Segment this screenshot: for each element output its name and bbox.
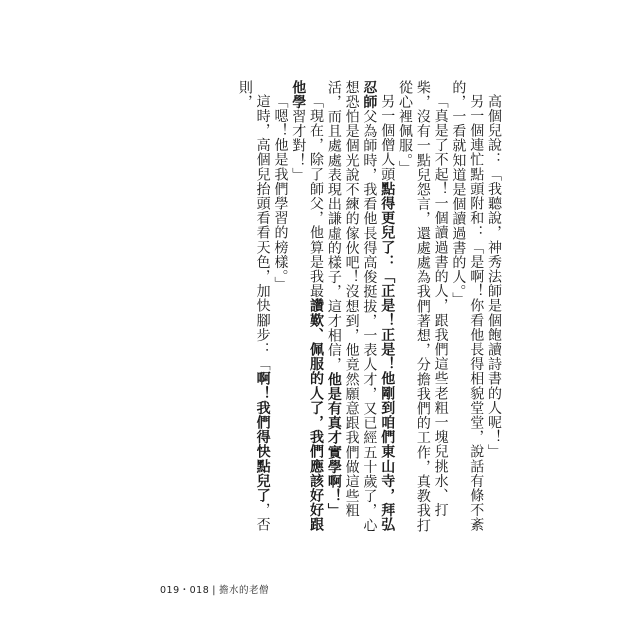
text-run: 「真是了不起！一個讀過書的人，跟我們這些老粗一塊兒挑水、打柴，沒有一點兒怨言，還處處為我們著想，分擔我們的工作，真教我打從心裡佩服。」: [397, 80, 449, 533]
paragraph: [271, 80, 289, 542]
paragraph: [395, 80, 448, 542]
text-run: 高個兒說：「我聽說，神秀法師是個飽讀詩書的人呢！」: [486, 94, 502, 459]
text-run: 父為師時，我看他長得高俊挺拔，一表人才，又已經五十歲了，心想恐怕是個光說不練的傢伙吧！沒想到，他竟然願意跟我們做這些粗活，而且處處表現出謙虛的樣子，這才相信，: [325, 80, 378, 533]
paragraph: [324, 80, 395, 542]
body-text: [162, 80, 502, 542]
text-run: 這時，高個兒抬頭看看天色，加快腳步：「: [254, 94, 271, 372]
text-run: 另一個僧人頭: [379, 94, 396, 182]
bold-text-run: 啊！我們得快點兒了: [254, 371, 271, 503]
paragraph: [484, 80, 502, 542]
paragraph: [288, 80, 324, 542]
bold-text-run: 他是有真才實學啊！」: [325, 372, 342, 518]
text-run: 「嗯！他是我們學習的榜樣。」: [272, 94, 289, 292]
text-run: 習才對！」: [290, 109, 307, 183]
text-run: 另一個連忙點頭附和：「是啊！你看他長得相貌堂堂，說話有條不紊的，一看就知道是個讀過書的人。」: [450, 80, 485, 532]
bold-text-run: 點得更兒了：「正是！正是！他剛到咱們東山寺，拜弘忍師: [361, 80, 396, 533]
page-footer: [160, 582, 269, 596]
text-run: ，否則，: [236, 80, 271, 533]
paragraph: [235, 80, 271, 542]
text-run: 「現在，除了師父，他算是我最: [308, 94, 325, 299]
page-numbers: 019・018: [160, 585, 210, 596]
bold-text-run: 讚歎、佩服的人了，我們應該好好跟他學: [290, 80, 325, 533]
paragraph: [449, 80, 485, 542]
footer-separator: |: [212, 585, 216, 596]
chapter-title: 擔水的老僧: [218, 585, 269, 596]
